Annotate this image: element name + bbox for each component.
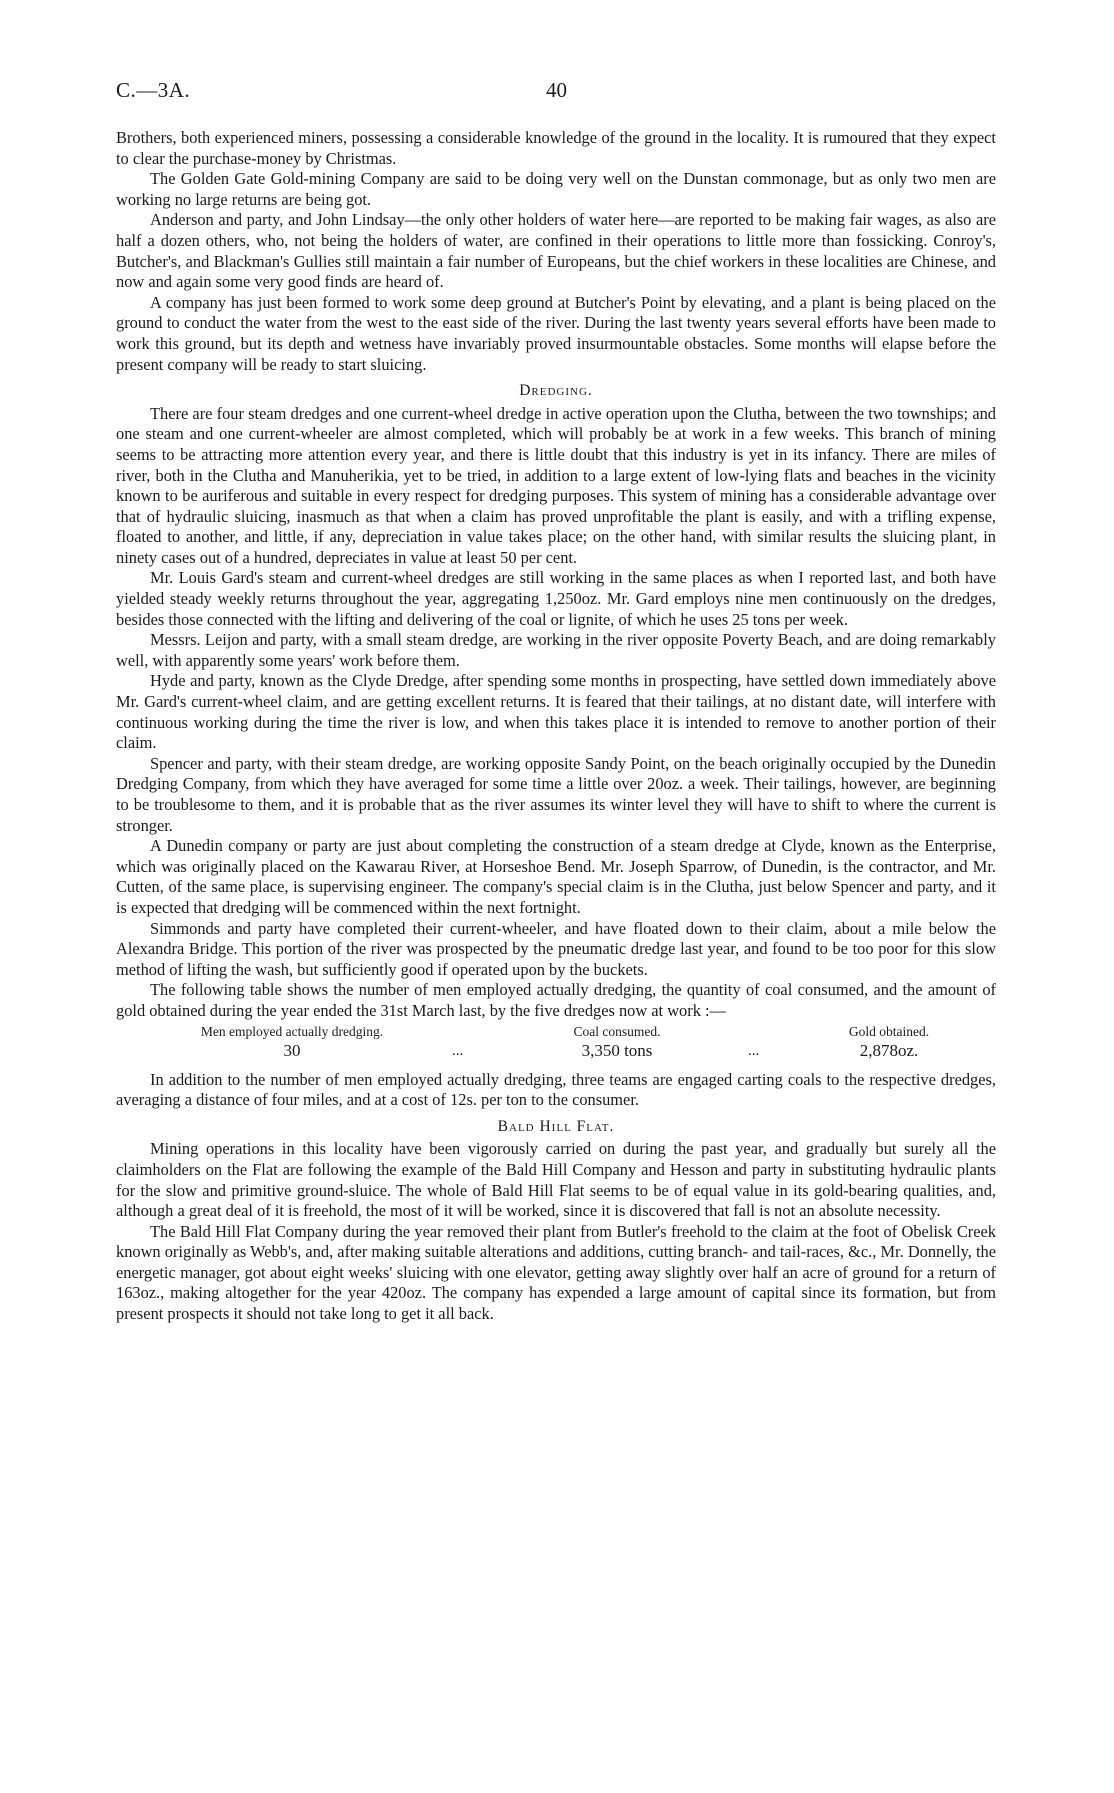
paragraph: There are four steam dredges and one current-wheel dredge in active operation upon the Clutha, between the two townships; and one steam and one current-wheeler are almost completed, which will probably be at work in a few weeks. This branch of mining seems to be attracting more attention every year, and there is little doubt that this industry is yet in its infancy. There are miles of river, both in the Clutha and Manuherikia, yet to be tried, in addition to a large extent of low-lying flats and beaches in the vicinity known to be auriferous and suitable in every respect for dredging purposes. This system of mining has a considerable advantage over that of hydraulic sluicing, inasmuch as that when a claim has proved unprofitable the plant is easily, and with a trifling expense, floated to another, and little, if any, depreciation in value takes place; on the other hand, with similar results the sluicing plant, in ninety cases out of a hundred, depreciates in value at least 50 per cent.: [116, 403, 996, 567]
paragraph: The Golden Gate Gold-mining Company are said to be doing very well on the Dunstan commonage, but as only two men are working no large returns are being got.: [116, 169, 996, 209]
paragraph: The Bald Hill Flat Company during the year removed their plant from Butler's freehold to the claim at the foot of Obelisk Creek known originally as Webb's, and, after making suitable alterations and additions, cutting branch- and tail-races, &c., Mr. Donnelly, the energetic manager, got about eight weeks' sluicing with one elevator, getting away slightly over half an acre of ground for a return of 163oz., making altogether for the year 420oz. The company has expended a large amount of capital since its formation, but from present prospects it should not take long to get it all back.: [116, 1221, 996, 1324]
paragraph: Simmonds and party have completed their current-wheeler, and have floated down to their claim, about a mile below the Alexandra Bridge. This portion of the river was prospected by the pneumatic dredge last year, and found to be too poor for this slow method of lifting the wash, but sufficiently good if operated upon by the buckets.: [116, 918, 996, 979]
document-reference: C.—3A.: [116, 78, 191, 102]
paragraph: Brothers, both experienced miners, possessing a considerable knowledge of the ground in the locality. It is rumoured that they expect to clear the purchase-money by Christmas.: [116, 128, 996, 168]
paragraph: Anderson and party, and John Lindsay—the only other holders of water here—are reported to be making fair wages, as also are half a dozen others, who, not being the holders of water, are confined in their operations to little more than fossicking. Conroy's, Butcher's, and Blackman's Gullies still maintain a fair number of Europeans, but the chief workers in these localities are Chinese, and now and again some very good finds are heard of.: [116, 210, 996, 292]
paragraph: In addition to the number of men employed actually dredging, three teams are engaged carting coals to the respective dredges, averaging a distance of four miles, and at a cost of 12s. per ton to the consumer.: [116, 1069, 996, 1110]
coal-consumed-value: 3,350 tons: [581, 1040, 653, 1060]
section-heading-dredging: Dredging.: [519, 382, 593, 400]
paragraph: Messrs. Leijon and party, with a small steam dredge, are working in the river opposite Poverty Beach, and are doing remarkably well, with apparently some years' work before them.: [116, 630, 996, 670]
section-heading-bald-hill-flat: Bald Hill Flat.: [497, 1117, 615, 1135]
coal-consumed-label: Coal consumed.: [573, 1023, 661, 1039]
paragraph: Hyde and party, known as the Clyde Dredge, after spending some months in prospecting, have settled down immediately above Mr. Gard's current-wheel claim, and are getting excellent returns. It is feared that their tailings, at no distant date, will interfere with continuous working during the time the river is low, and when this takes place it is intended to remove to another portion of their claim.: [116, 671, 996, 753]
men-employed-value: 30: [283, 1040, 301, 1060]
gold-obtained-label: Gold obtained.: [848, 1023, 930, 1039]
page-header: [116, 78, 996, 106]
dredging-stats-table: [116, 1024, 996, 1068]
paragraph: Mining operations in this locality have been vigorously carried on during the past year, and gradually but surely all the claimholders on the Flat are following the example of the Bald Hill Company and Hesson and party in substituting hydraulic plants for the slow and primitive ground-sluice. The whole of Bald Hill Flat seems to be of equal value in its gold-bearing qualities, and, although a great deal of it is freehold, the most of it will be worked, since it is discovered that fall is not an absolute necessity.: [116, 1139, 996, 1221]
gold-obtained-column: [804, 1024, 974, 1062]
men-employed-label: Men employed actually dredging.: [200, 1023, 384, 1039]
page-number: 40: [546, 78, 567, 102]
paragraph: A company has just been formed to work some deep ground at Butcher's Point by elevating, and a plant is being placed on the ground to conduct the water from the west to the east side of the river. During the last twenty years several efforts have been made to work this ground, but its depth and wetness have invariably proved insurmountable obstacles. Some months will elapse before the present company will be ready to start sluicing.: [116, 292, 996, 374]
paragraph: Mr. Louis Gard's steam and current-wheel dredges are still working in the same places as when I reported last, and both have yielded steady weekly returns throughout the year, aggregating 1,250oz. Mr. Gard employs nine men continuously on the dredges, besides those connected with the lifting and delivering of the coal or lignite, of which he uses 25 tons per week.: [116, 568, 996, 629]
coal-consumed-column: [532, 1024, 702, 1062]
paragraph: Spencer and party, with their steam dredge, are working opposite Sandy Point, on the beach originally occupied by the Dunedin Dredging Company, from which they have averaged for some time a little over 20oz. a week. Their tailings, however, are beginning to be troublesome to them, and it is probable that as the river assumes its winter level they will have to shift to where the current is stronger.: [116, 753, 996, 835]
gold-obtained-value: 2,878oz.: [859, 1040, 919, 1060]
leader-dots: ...: [748, 1042, 760, 1059]
leader-dots: ...: [452, 1042, 464, 1059]
paragraph: A Dunedin company or party are just about completing the construction of a steam dredge at Clyde, known as the Enterprise, which was originally placed on the Kawarau River, at Horseshoe Bend. Mr. Joseph Sparrow, of Dunedin, is the contractor, and Mr. Cutten, of the same place, is supervising engineer. The company's special claim is in the Clutha, just below Spencer and party, and it is expected that dredging will be commenced within the next fortnight.: [116, 836, 996, 917]
paragraph: The following table shows the number of men employed actually dredging, the quantity of coal consumed, and the amount of gold obtained during the year ended the 31st March last, by the five dredges now at work :—: [116, 980, 996, 1020]
men-employed-column: [172, 1024, 412, 1062]
body-text: [116, 128, 996, 1325]
